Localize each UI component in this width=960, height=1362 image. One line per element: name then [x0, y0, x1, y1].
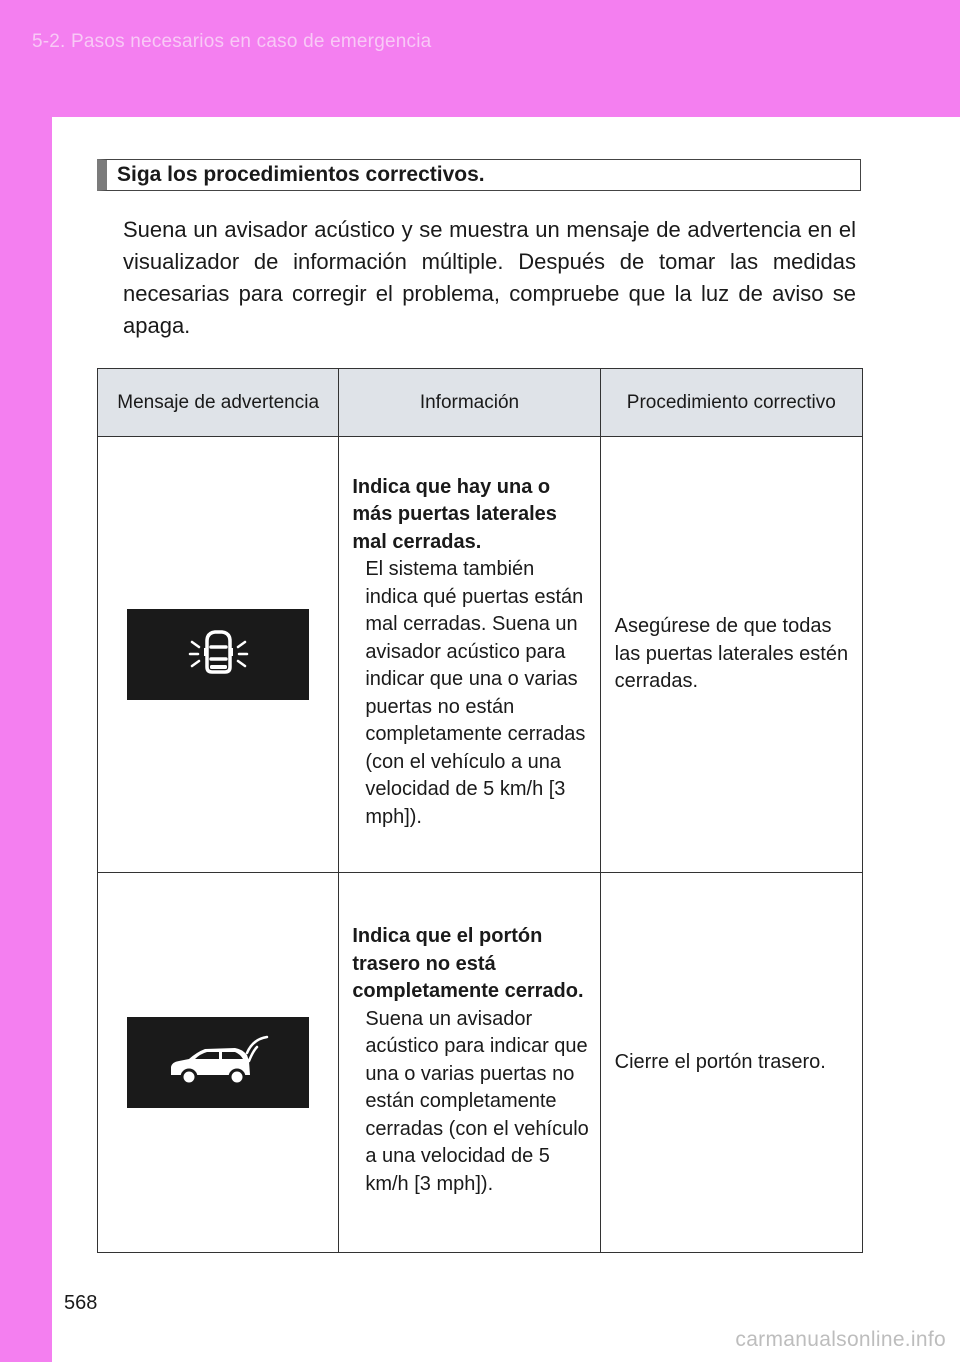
procedure-text: Asegúrese de que todas las puertas laterales estén cerradas. — [614, 615, 849, 693]
table-header-row — [98, 369, 863, 437]
door-open-warning-icon — [127, 609, 309, 700]
intro-paragraph: Suena un avisador acústico y se muestra un mensaje de advertencia en el visualizador de información múltiple. Después de tomar las medidas necesarias para corregir el problema, compruebe que la luz de aviso se apaga. — [123, 217, 856, 338]
section-header: 5-2. Pasos necesarios en caso de emergencia — [32, 31, 432, 52]
info-detail: El sistema también indica qué puertas están mal cerradas. Suena un avisador acústico para indicar que una o varias puertas no están completamente cerradas (con el vehículo a una velocidad de 5 km/h [3 mph]). — [365, 558, 586, 828]
warning-table — [97, 368, 863, 1253]
header-information: Información — [339, 369, 600, 437]
warning-display-cell — [98, 437, 339, 873]
page-number: 568 — [64, 1292, 98, 1314]
watermark: carmanualsonline.info — [735, 1328, 946, 1351]
section-heading: Siga los procedimientos correctivos. — [97, 159, 861, 191]
procedure-cell — [600, 873, 862, 1253]
information-cell — [339, 437, 600, 873]
procedure-text: Cierre el portón trasero. — [614, 1050, 826, 1073]
back-door-open-warning-icon — [127, 1017, 309, 1108]
information-cell — [339, 873, 600, 1253]
side-band — [0, 117, 52, 1362]
table-row — [98, 437, 863, 873]
info-summary: Indica que hay una o más puertas laterales mal cerradas. — [352, 475, 557, 553]
warning-display-cell — [98, 873, 339, 1253]
warning-display — [127, 609, 309, 700]
info-detail: Suena un avisador acústico para indicar que una o varias puertas no están completamente cerradas (con el vehículo a una velocidad de 5 km/h [3 mph]). — [365, 1007, 589, 1195]
procedure-cell — [600, 437, 862, 873]
table-row — [98, 873, 863, 1253]
header-band — [0, 0, 960, 117]
header-corrective-procedure: Procedimiento correctivo — [600, 369, 862, 437]
header-warning-message: Mensaje de advertencia — [98, 369, 339, 437]
info-summary: Indica que el portón trasero no está completamente cerrado. — [352, 925, 584, 1002]
warning-display — [127, 1017, 309, 1108]
